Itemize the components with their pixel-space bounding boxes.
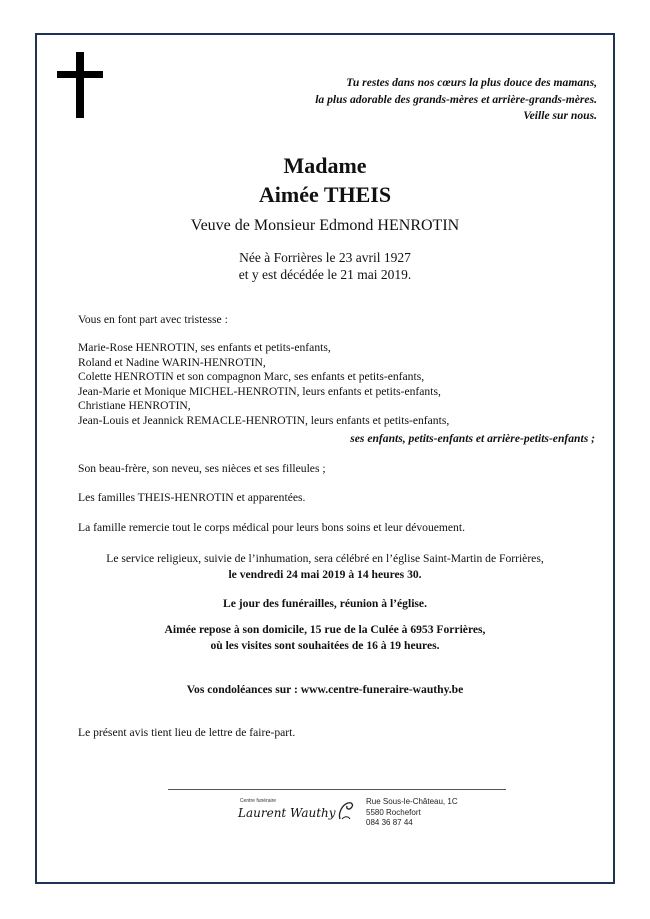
epitaph: [315, 75, 597, 125]
condolences: Vos condoléances sur : www.centre-funeraire-wauthy.be: [186, 683, 464, 696]
logo-caption: Centre funéraire: [239, 798, 277, 804]
deceased-name: Aimée THEIS: [258, 182, 392, 207]
family-item: Jean-Marie et Monique MICHEL-HENROTIN, leurs enfants et petits-enfants,: [78, 384, 441, 398]
footer-divider: [168, 789, 506, 790]
rest-address: Aimée repose à son domicile, 15 rue de la Culée à 6953 Forrières,: [164, 623, 486, 636]
rest-visits: où les visites sont souhaitées de 16 à 19 heures.: [210, 639, 440, 652]
family-closing: ses enfants, petits-enfants et arrière-petits-enfants ;: [350, 432, 595, 445]
family-item: Christiane HENROTIN,: [78, 399, 191, 413]
death-line: et y est décédée le 21 mai 2019.: [238, 267, 412, 282]
epitaph-line: la plus adorable des grands-mères et arrière-grands-mères.: [315, 92, 597, 106]
family-list: [78, 341, 449, 429]
epitaph-line: Tu restes dans nos cœurs la plus douce des mamans,: [346, 76, 597, 89]
cross-icon: [57, 52, 103, 118]
family-item: Roland et Nadine WARIN-HENROTIN,: [78, 355, 266, 369]
intro: Vous en font part avec tristesse :: [78, 313, 228, 326]
epitaph-line: Veille sur nous.: [523, 109, 597, 122]
address-city: 5580 Rochefort: [366, 807, 421, 817]
footer-address: [366, 797, 458, 829]
family-item: Colette HENROTIN et son compagnon Marc, ses enfants et petits-enfants,: [78, 370, 425, 384]
salutation: Madame: [283, 153, 367, 178]
notice: Le présent avis tient lieu de lettre de faire-part.: [78, 726, 296, 739]
funeral-home-logo: [228, 797, 356, 831]
relatives: Son beau-frère, son neveu, ses nièces et ses filleules ;: [78, 462, 326, 475]
dove-icon: [336, 799, 356, 823]
family-item: Marie-Rose HENROTIN, ses enfants et petits-enfants,: [78, 341, 331, 354]
families: Les familles THEIS-HENROTIN et apparentées.: [78, 491, 306, 504]
thanks: La famille remercie tout le corps médical pour leurs bons soins et leur dévouement.: [78, 521, 465, 534]
service-line: Le service religieux, suivie de l’inhumation, sera célébré en l’église Saint-Martin de Forrières,: [106, 552, 544, 565]
logo-name: Laurent Wauthy: [238, 806, 336, 820]
birth-line: Née à Forrières le 23 avril 1927: [239, 250, 411, 265]
service-date: le vendredi 24 mai 2019 à 14 heures 30.: [228, 568, 422, 581]
meeting: Le jour des funérailles, réunion à l’église.: [223, 597, 427, 610]
family-item: Jean-Louis et Jeannick REMACLE-HENROTIN, leurs enfants et petits-enfants,: [78, 413, 450, 427]
address-street: Rue Sous-le-Château, 1C: [366, 797, 458, 806]
address-phone: 084 36 87 44: [366, 818, 413, 827]
widow-of: Veuve de Monsieur Edmond HENROTIN: [190, 217, 460, 234]
